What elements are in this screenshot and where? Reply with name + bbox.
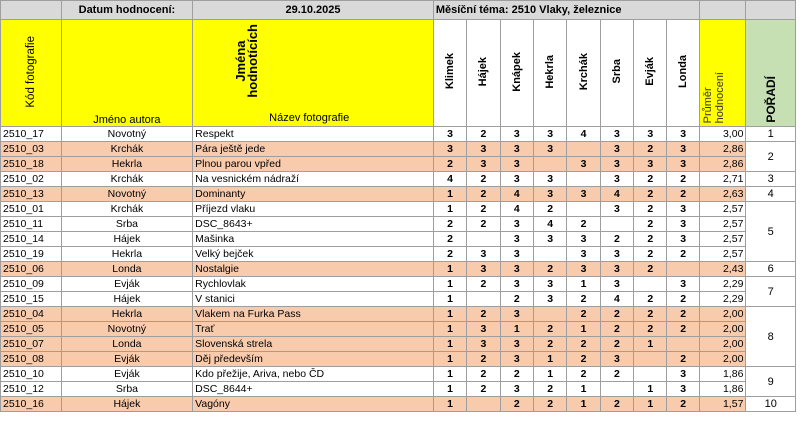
table-row [1,127,796,142]
score-cell: 3 [533,292,566,307]
score-cell: 2 [634,187,667,202]
score-cell: 1 [433,322,466,337]
score-cell: 3 [467,157,500,172]
score-cell [667,262,699,277]
score-cell: 4 [533,217,566,232]
rank-cell: 3 [746,172,796,187]
rank-cell: 9 [746,367,796,397]
score-cell: 2 [634,217,667,232]
score-cell: 1 [634,382,667,397]
score-cell: 4 [500,187,533,202]
table-row [1,277,796,292]
score-cell: 2 [500,397,533,412]
score-cell: 3 [600,247,633,262]
author-cell: Hájek [61,397,192,412]
score-cell: 1 [500,322,533,337]
average-cell: 2,00 [699,307,746,322]
score-cell: 3 [567,157,600,172]
average-cell: 1,86 [699,367,746,382]
score-cell: 2 [634,172,667,187]
date-value: 29.10.2025 [193,1,434,20]
rank-cell: 2 [746,142,796,172]
table-row [1,187,796,202]
photo-title-cell: Příjezd vlaku [193,202,434,217]
score-cell: 3 [600,262,633,277]
photo-code-cell: 2510_14 [1,232,62,247]
photo-title-cell: Rychlovlak [193,277,434,292]
photo-title-cell: Mašinka [193,232,434,247]
score-cell: 2 [667,322,699,337]
photo-title-cell: Dominanty [193,187,434,202]
author-cell: Novotný [61,127,192,142]
judge-name: Knápek [510,51,523,92]
table-row [1,307,796,322]
table-row [1,262,796,277]
judges-title-line2: hodnotících [245,24,261,98]
score-cell: 2 [667,397,699,412]
score-cell: 3 [500,277,533,292]
author-cell: Evják [61,352,192,367]
score-cell [533,157,566,172]
score-cell: 2 [667,307,699,322]
author-cell: Londa [61,262,192,277]
score-cell: 4 [600,292,633,307]
score-cell: 2 [567,367,600,382]
rank-cell: 8 [746,307,796,367]
table-row [1,247,796,262]
average-cell: 2,43 [699,262,746,277]
score-cell: 4 [433,172,466,187]
score-cell: 3 [533,172,566,187]
score-cell: 3 [533,142,566,157]
score-cell [567,202,600,217]
score-cell: 3 [500,217,533,232]
score-cell: 1 [433,277,466,292]
author-column-header [61,20,192,127]
score-cell: 3 [634,157,667,172]
score-cell: 3 [533,277,566,292]
score-cell: 2 [634,322,667,337]
header-row-date [1,1,796,20]
score-cell: 2 [533,337,566,352]
blank-cell [746,1,796,20]
judges-title-line1: Jména [233,40,249,82]
photo-code-cell: 2510_13 [1,187,62,202]
rank-cell: 7 [746,277,796,307]
score-cell: 3 [533,232,566,247]
table-row [1,397,796,412]
score-cell: 3 [500,262,533,277]
judge-header [634,20,667,127]
score-cell: 2 [634,262,667,277]
score-cell: 3 [667,127,699,142]
score-cell: 3 [467,142,500,157]
score-cell: 3 [500,337,533,352]
score-cell: 2 [600,397,633,412]
score-cell: 1 [567,322,600,337]
photo-code-cell: 2510_10 [1,367,62,382]
score-cell [467,232,500,247]
score-cell: 2 [467,202,500,217]
score-cell: 2 [500,367,533,382]
average-cell: 2,57 [699,217,746,232]
code-column-header [1,20,62,127]
score-cell: 1 [567,397,600,412]
score-cell: 2 [567,292,600,307]
score-cell: 3 [500,232,533,247]
table-row [1,337,796,352]
score-cell: 2 [634,232,667,247]
rank-cell: 4 [746,187,796,202]
score-cell [600,382,633,397]
score-cell: 2 [667,247,699,262]
score-cell: 3 [500,172,533,187]
score-cell: 2 [634,292,667,307]
photo-title-cell: Velký bejček [193,247,434,262]
score-cell: 1 [634,397,667,412]
photo-code-cell: 2510_16 [1,397,62,412]
score-cell: 2 [433,217,466,232]
photo-title-cell: Nostalgie [193,262,434,277]
table-row [1,382,796,397]
score-cell: 2 [467,187,500,202]
score-cell [634,277,667,292]
judge-name: Londa [677,55,690,88]
table-row [1,292,796,307]
header-row-columns [1,20,796,127]
score-cell: 2 [533,322,566,337]
score-cell: 2 [467,172,500,187]
score-cell: 3 [567,247,600,262]
score-cell: 2 [667,352,699,367]
theme-label: Měsíční téma: 2510 Vlaky, železnice [433,1,699,20]
author-cell: Srba [61,382,192,397]
score-cell: 3 [667,202,699,217]
score-cell: 1 [433,382,466,397]
score-cell: 1 [433,307,466,322]
score-cell: 2 [467,367,500,382]
score-cell: 2 [600,307,633,322]
author-cell: Krchák [61,172,192,187]
score-cell [467,397,500,412]
score-cell: 2 [467,277,500,292]
average-cell: 2,71 [699,172,746,187]
score-cell: 1 [533,352,566,367]
average-cell: 2,29 [699,277,746,292]
score-cell: 2 [467,217,500,232]
judge-name: Krchák [577,52,590,91]
score-cell: 3 [500,127,533,142]
score-cell [533,307,566,322]
author-cell: Krchák [61,142,192,157]
rank-column-header [746,20,796,127]
judge-header [567,20,600,127]
average-cell: 2,86 [699,142,746,157]
photo-title-cell: Trať [193,322,434,337]
score-cell: 2 [567,217,600,232]
score-cell: 3 [634,127,667,142]
author-cell: Evják [61,367,192,382]
score-cell: 2 [433,232,466,247]
photo-code-cell: 2510_12 [1,382,62,397]
judge-name: Hekrla [544,54,557,89]
score-cell: 3 [600,157,633,172]
score-cell: 3 [533,127,566,142]
code-column-label: Kód fotografie [24,35,37,108]
judge-name: Evják [644,57,657,86]
score-cell: 3 [500,142,533,157]
score-cell: 1 [433,202,466,217]
score-cell: 3 [467,322,500,337]
photo-title-cell: Respekt [193,127,434,142]
judge-name: Srba [610,59,623,84]
score-cell [533,247,566,262]
score-cell: 3 [667,367,699,382]
score-cell: 3 [667,142,699,157]
average-cell: 2,86 [699,157,746,172]
score-cell: 3 [467,262,500,277]
table-row [1,367,796,382]
photo-title-cell: Kdo přežije, Ariva, nebo ČD [193,367,434,382]
score-cell: 3 [667,157,699,172]
author-cell: Hájek [61,292,192,307]
title-column-label: Název fotografie [269,112,350,124]
table-row [1,352,796,367]
average-cell: 3,00 [699,127,746,142]
score-cell: 1 [533,367,566,382]
score-cell: 2 [667,187,699,202]
score-cell: 3 [600,202,633,217]
judge-header [667,20,699,127]
score-cell: 4 [567,127,600,142]
photo-title-cell: Na vesnickém nádraží [193,172,434,187]
average-cell: 2,57 [699,247,746,262]
average-label-line1: Průměr [701,86,714,123]
score-cell: 3 [600,277,633,292]
rank-cell: 1 [746,127,796,142]
score-cell: 3 [533,187,566,202]
photo-title-cell: Vlakem na Furka Pass [193,307,434,322]
score-cell: 2 [567,352,600,367]
table-row [1,157,796,172]
author-cell: Hekrla [61,307,192,322]
score-cell [467,292,500,307]
score-cell: 2 [533,397,566,412]
average-cell: 2,00 [699,352,746,367]
photo-code-cell: 2510_19 [1,247,62,262]
score-cell: 3 [433,127,466,142]
average-label-line2: hodnocení [713,71,726,123]
photo-title-cell: Slovenská strela [193,337,434,352]
photo-title-cell: Plnou parou vpřed [193,157,434,172]
score-cell: 2 [533,262,566,277]
score-cell: 3 [600,142,633,157]
score-cell [634,352,667,367]
table-row [1,172,796,187]
rank-cell: 5 [746,202,796,262]
score-cell: 2 [533,202,566,217]
table-row [1,322,796,337]
rank-column-label: POŘADÍ [763,76,778,123]
blank-cell [1,1,62,20]
table-row [1,142,796,157]
score-cell [600,217,633,232]
score-cell: 3 [600,127,633,142]
average-cell: 1,86 [699,382,746,397]
judge-header [467,20,500,127]
average-cell: 2,63 [699,187,746,202]
score-cell: 2 [533,382,566,397]
average-cell: 2,00 [699,322,746,337]
author-cell: Hekrla [61,247,192,262]
score-cell: 2 [667,292,699,307]
score-cell: 2 [634,247,667,262]
score-cell: 4 [500,202,533,217]
author-cell: Novotný [61,322,192,337]
author-cell: Novotný [61,187,192,202]
score-cell [567,142,600,157]
average-cell: 2,57 [699,232,746,247]
score-cell: 2 [600,232,633,247]
judge-header [500,20,533,127]
photo-title-cell: DSC_8643+ [193,217,434,232]
score-cell [667,337,699,352]
score-cell: 3 [667,232,699,247]
photo-code-cell: 2510_01 [1,202,62,217]
judge-header [600,20,633,127]
judge-name: Klimek [444,53,457,90]
score-cell: 2 [600,322,633,337]
table-row [1,202,796,217]
score-cell: 3 [467,337,500,352]
table-row [1,217,796,232]
photo-code-cell: 2510_15 [1,292,62,307]
score-cell: 2 [667,172,699,187]
photo-title-cell: V stanici [193,292,434,307]
photo-title-cell: DSC_8644+ [193,382,434,397]
score-cell: 4 [600,187,633,202]
score-cell: 2 [600,367,633,382]
score-cell: 3 [500,307,533,322]
author-column-label: Jméno autora [93,114,161,126]
judge-header [433,20,466,127]
score-cell: 1 [433,187,466,202]
table-row [1,232,796,247]
score-cell: 1 [433,352,466,367]
average-cell: 2,00 [699,337,746,352]
average-cell: 2,57 [699,202,746,217]
score-cell: 2 [567,307,600,322]
author-cell: Srba [61,217,192,232]
score-cell: 2 [467,127,500,142]
score-cell [567,172,600,187]
score-cell: 2 [433,157,466,172]
score-cell: 1 [634,337,667,352]
average-column-label [702,72,726,123]
score-cell: 3 [567,262,600,277]
photo-code-cell: 2510_02 [1,172,62,187]
average-column-header [699,20,746,127]
score-cell: 1 [567,382,600,397]
photo-code-cell: 2510_17 [1,127,62,142]
photo-code-cell: 2510_11 [1,217,62,232]
score-cell: 3 [667,382,699,397]
photo-code-cell: 2510_08 [1,352,62,367]
score-cell: 1 [433,292,466,307]
score-cell: 2 [634,142,667,157]
photo-code-cell: 2510_05 [1,322,62,337]
author-cell: Evják [61,277,192,292]
author-cell: Londa [61,337,192,352]
score-cell: 3 [667,217,699,232]
score-cell: 2 [467,307,500,322]
rank-cell: 6 [746,262,796,277]
average-cell: 1,57 [699,397,746,412]
score-cell: 1 [433,367,466,382]
score-cell: 2 [467,352,500,367]
judges-title [235,24,259,98]
average-cell: 2,29 [699,292,746,307]
score-cell: 1 [433,262,466,277]
photo-title-cell: Děj především [193,352,434,367]
author-cell: Hekrla [61,157,192,172]
photo-code-cell: 2510_04 [1,307,62,322]
photo-title-cell: Vagóny [193,397,434,412]
photo-code-cell: 2510_18 [1,157,62,172]
title-column-header [193,20,434,127]
judge-name: Hájek [477,56,490,87]
rank-cell: 10 [746,397,796,412]
score-cell: 2 [467,382,500,397]
photo-title-cell: Pára ještě jede [193,142,434,157]
score-cell: 3 [567,232,600,247]
score-cell: 1 [433,337,466,352]
photo-code-cell: 2510_07 [1,337,62,352]
score-cell: 3 [500,157,533,172]
score-cell: 3 [667,277,699,292]
score-cell: 3 [433,142,466,157]
score-cell: 2 [600,337,633,352]
score-cell: 2 [634,202,667,217]
score-cell: 1 [567,277,600,292]
photo-code-cell: 2510_03 [1,142,62,157]
score-cell: 2 [567,337,600,352]
score-cell: 3 [600,172,633,187]
score-cell: 3 [567,187,600,202]
score-cell: 3 [500,382,533,397]
score-cell: 3 [500,352,533,367]
judge-header [533,20,566,127]
author-cell: Hájek [61,232,192,247]
blank-cell [699,1,746,20]
date-label: Datum hodnocení: [61,1,192,20]
score-cell: 3 [600,352,633,367]
score-cell: 2 [634,307,667,322]
score-cell: 3 [500,247,533,262]
score-cell [634,367,667,382]
score-cell: 1 [433,397,466,412]
score-cell: 2 [433,247,466,262]
score-cell: 2 [500,292,533,307]
author-cell: Krchák [61,202,192,217]
photo-code-cell: 2510_06 [1,262,62,277]
photo-code-cell: 2510_09 [1,277,62,292]
score-cell: 3 [467,247,500,262]
